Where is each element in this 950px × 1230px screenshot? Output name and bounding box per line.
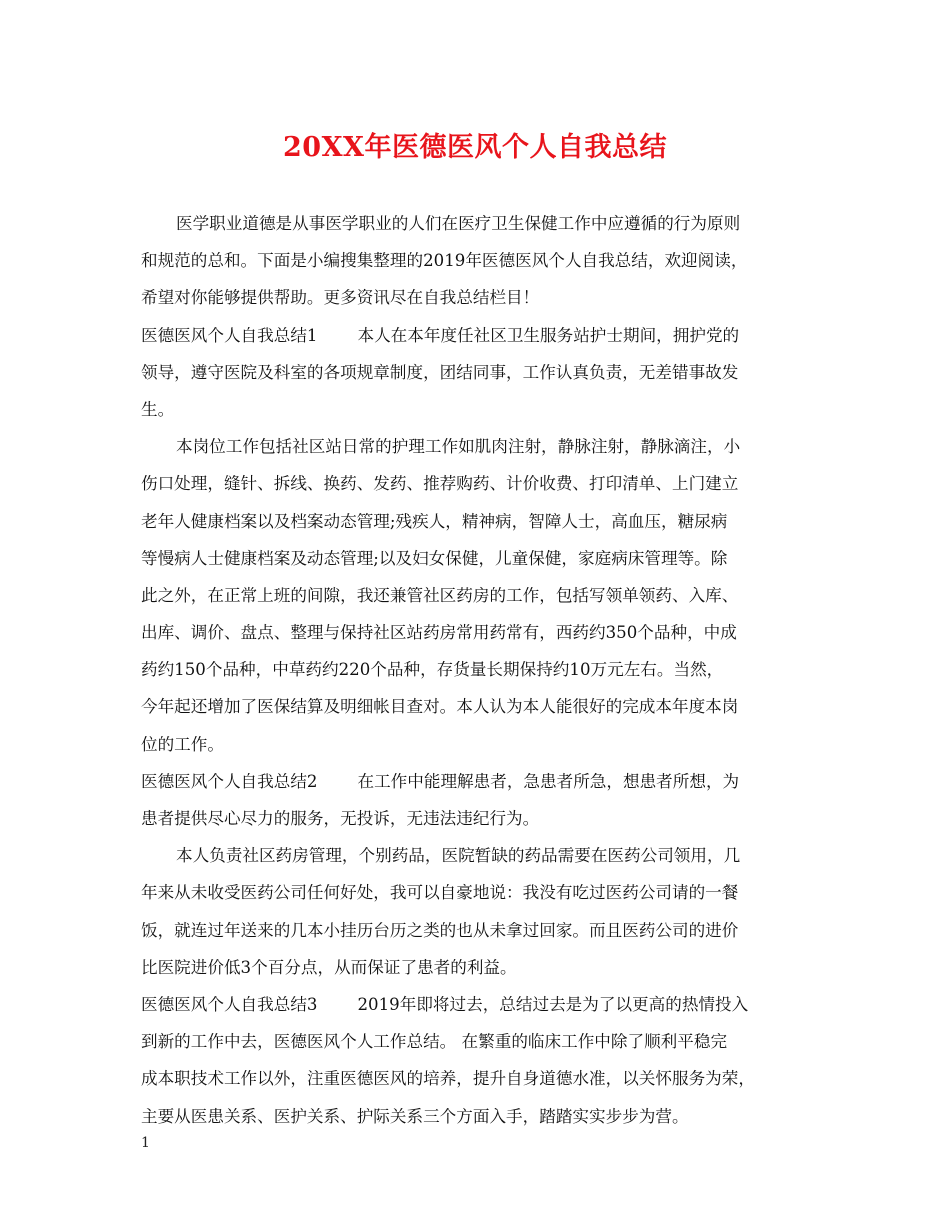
paragraph-line: 医学职业道德是从事医学职业的人们在医疗卫生保健工作中应遵循的行为原则	[176, 214, 741, 233]
paragraph-line: 本人负责社区药房管理，个别药品，医院暂缺的药品需要在医药公司领用，几	[176, 846, 741, 866]
document-body	[141, 205, 821, 1135]
paragraph-line: 成本职技术工作以外，注重医德医风的培养，提升自身道德水准，以关怀服务为荣，	[141, 1069, 755, 1089]
section-heading: 医德医风个人自我总结2	[141, 771, 318, 791]
paragraph-line: 出库、调价、盘点、整理与保持社区站药房常用药常有，西药约350个品种，中成	[141, 623, 737, 643]
paragraph-line: 希望对你能够提供帮助。更多资讯尽在自我总结栏目！	[141, 288, 540, 308]
paragraph-line: 此之外，在正常上班的间隙，我还兼管社区药房的工作，包括写领单领药、入库、	[141, 585, 739, 605]
section-text: 在工作中能理解患者，急患者所急，想患者所想，为	[357, 771, 740, 791]
paragraph-line: 今年起还增加了医保结算及明细帐目查对。本人认为本人能很好的完成本年度本岗	[141, 697, 739, 717]
paragraph-line: 和规范的总和。下面是小编搜集整理的2019年医德医风个人自我总结，欢迎阅读，	[141, 251, 748, 271]
paragraph-line: 到新的工作中去，医德医风个人工作总结。 在繁重的临床工作中除了顺利平稳完	[141, 1032, 728, 1052]
section-line	[141, 317, 821, 354]
paragraph-line: 比医院进价低3个百分点，从而保证了患者的利益。	[141, 957, 517, 977]
document-title: 20XX年医德医风个人自我总结	[283, 132, 667, 163]
paragraph-line: 生。	[141, 399, 175, 419]
paragraph-line: 年来从未收受医药公司任何好处，我可以自豪地说：我没有吃过医药公司请的一餐	[141, 883, 739, 903]
section-line	[141, 986, 821, 1023]
paragraph-line: 患者提供尽心尽力的服务，无投诉，无违法违纪行为。	[141, 809, 540, 828]
section-text: 本人在本年度任社区卫生服务站护士期间，拥护党的	[357, 325, 740, 345]
paragraph-line: 老年人健康档案以及档案动态管理;残疾人，精神病，智障人士，高血压，糖尿病	[141, 511, 728, 531]
section-line	[141, 763, 821, 800]
section-heading: 医德医风个人自我总结3	[141, 994, 318, 1014]
paragraph-line: 本岗位工作包括社区站日常的护理工作如肌肉注射，静脉注射，静脉滴注，小	[176, 437, 741, 457]
paragraph-line: 饭，就连过年送来的几本小挂历台历之类的也从未拿过回家。而且医药公司的进价	[141, 920, 739, 940]
paragraph-line: 等慢病人士健康档案及动态管理;以及妇女保健，儿童保健，家庭病床管理等。除	[141, 548, 728, 568]
section-heading: 医德医风个人自我总结1	[141, 325, 318, 345]
paragraph-line: 位的工作。	[141, 734, 224, 754]
section-text: 2019年即将过去，总结过去是为了以更高的热情投入	[357, 994, 749, 1014]
paragraph-line: 领导，遵守医院及科室的各项规章制度，团结同事，工作认真负责，无差错事故发	[141, 362, 739, 382]
paragraph-line: 药约150个品种，中草药约220个品种，存货量长期保持约10万元左右。当然，	[141, 660, 724, 680]
paragraph-line: 伤口处理，缝针、拆线、换药、发药、推荐购药、计价收费、打印清单、上门建立	[141, 474, 739, 494]
page-number: 1	[141, 1135, 150, 1151]
paragraph-line: 主要从医患关系、医护关系、护际关系三个方面入手，踏踏实实步步为营。	[141, 1106, 689, 1126]
